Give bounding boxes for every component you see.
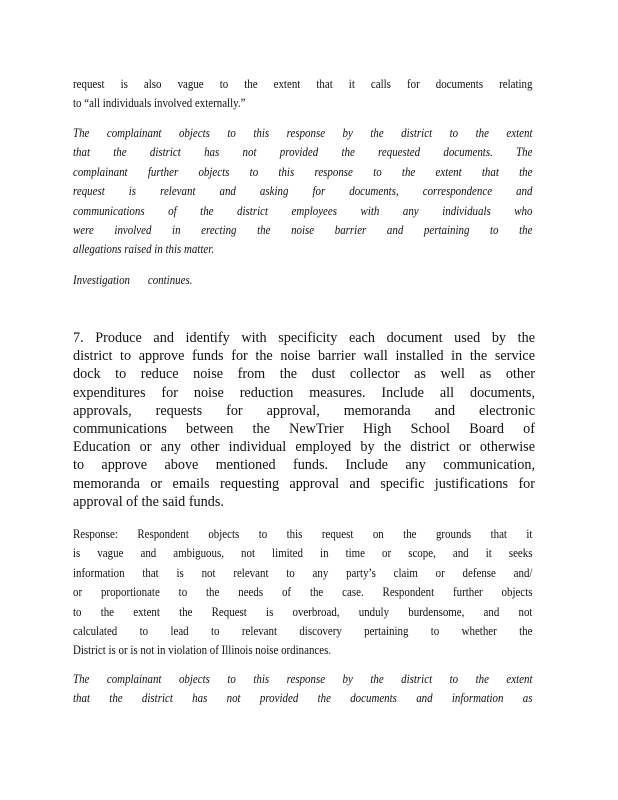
text-line: Investigation continues. — [73, 272, 193, 287]
text-line: that the district has not provided the requested documents. The — [73, 144, 533, 160]
text-line: communications of the district employees with any individuals who — [73, 202, 533, 218]
text-line: were involved in erecting the noise barrier and pertaining to the — [73, 221, 533, 237]
complainant-objection-paragraph-2 — [73, 669, 532, 708]
text-line: is vague and ambiguous, not limited in time or scope, and it seeks — [73, 545, 533, 561]
text-line: 7. Produce and identify with specificity each document used by the — [73, 330, 535, 346]
text-line: to “all individuals involved externally.” — [73, 95, 246, 111]
text-line: expenditures for noise reduction measures. Include all documents, — [73, 384, 535, 401]
request-continuation-paragraph — [73, 74, 532, 113]
text-line: The complainant objects to this response by the district to the extent — [73, 125, 533, 140]
text-line: to the extent the Request is overbroad, unduly burdensome, and not — [73, 603, 533, 619]
text-line: Education or any other individual employed by the district or otherwise — [73, 439, 535, 456]
text-line: complainant further objects to this response to the extent that the — [73, 163, 533, 179]
text-line: allegations raised in this matter. — [73, 241, 215, 257]
text-line: The complainant objects to this response by the district to the extent — [73, 671, 533, 686]
text-line: approvals, requests for approval, memoranda and electronic — [73, 402, 535, 419]
text-line: to approve above mentioned funds. Include any communication, — [73, 457, 535, 474]
text-line: communications between the NewTrier High School Board of — [73, 420, 535, 437]
text-line: calculated to lead to relevant discovery pertaining to whether the — [73, 622, 533, 638]
text-line: that the district has not provided the documents and information as — [73, 690, 533, 706]
text-line: district to approve funds for the noise barrier wall installed in the service — [73, 348, 535, 365]
text-line: dock to reduce noise from the dust collector as well as other — [73, 366, 535, 383]
text-line: District is or is not in violation of Illinois noise ordinances. — [73, 642, 332, 658]
text-line: Response: Respondent objects to this request on the grounds that it — [73, 526, 533, 541]
complainant-objection-paragraph — [73, 123, 532, 259]
investigation-status — [73, 270, 532, 289]
text-line: approval of the said funds. — [73, 493, 224, 510]
text-line: request is relevant and asking for documents, correspondence and — [73, 183, 533, 199]
text-line: or proportionate to the needs of the case. Respondent further objects — [73, 584, 533, 600]
text-line: information that is not relevant to any party’s claim or defense and/ — [73, 564, 533, 580]
text-line: memoranda or emails requesting approval and specific justifications for — [73, 475, 535, 492]
respondent-response-paragraph — [73, 524, 532, 660]
request-7-paragraph — [73, 329, 535, 511]
text-line: request is also vague to the extent that it calls for documents relating — [73, 76, 533, 91]
